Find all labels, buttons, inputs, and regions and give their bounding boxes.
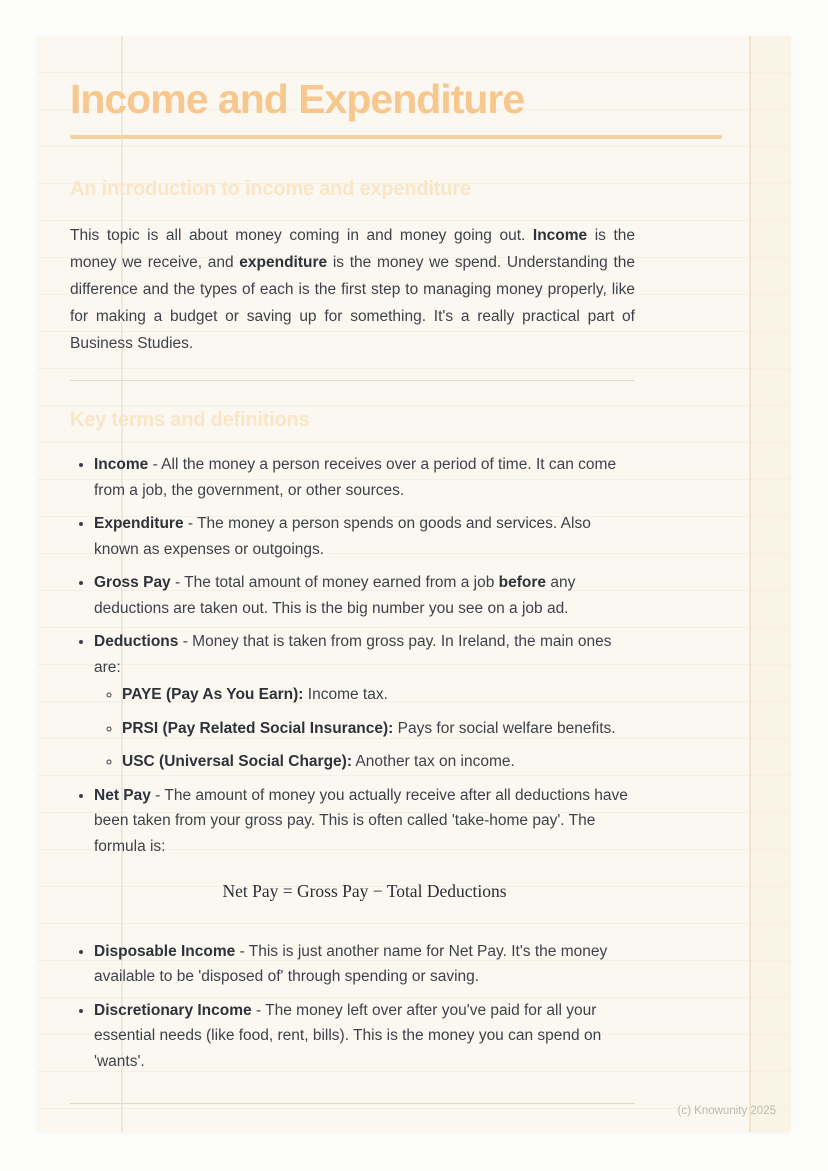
list-item-usc: [122, 749, 635, 775]
term-text: PAYE (Pay As You Earn): Income tax.: [122, 686, 388, 703]
list-item-deductions: [94, 629, 635, 775]
term-text: Expenditure - The money a person spends on goods and services. Also known as expenses or outgoings.: [94, 515, 591, 558]
section-heading-key-terms: Key terms and definitions: [70, 409, 310, 431]
document-sheet: [37, 36, 791, 1132]
copyright-footer: (c) Knowunity 2025: [677, 1105, 776, 1117]
key-terms-list: [70, 452, 635, 1074]
term-text: PRSI (Pay Related Social Insurance): Pays for social welfare benefits.: [122, 719, 616, 737]
list-item-expenditure: [94, 511, 635, 562]
term-text: USC (Universal Social Charge): Another tax on income.: [122, 753, 515, 770]
term-text: Discretionary Income - The money left over after you've paid for all your essential needs (like food, rent, bills). This is the money you can spend on 'wants'.: [94, 1001, 602, 1070]
list-item-prsi: [122, 716, 635, 742]
list-item-net-pay: [94, 783, 635, 905]
list-item-paye: [122, 682, 635, 708]
list-item-discretionary-income: [94, 998, 635, 1075]
page-title: Income and Expenditure: [70, 76, 525, 122]
term-text: Deductions - Money that is taken from gross pay. In Ireland, the main ones are:: [94, 633, 612, 676]
term-text: Income - All the money a person receives over a period of time. It can come from a job, the government, or other sources.: [94, 456, 617, 499]
term-text: Net Pay - The amount of money you actually receive after all deductions have been taken from your gross pay. This is often called 'take-home pay'. The formula is:: [94, 786, 628, 855]
document-content: [70, 36, 722, 1082]
section-heading-introduction: An introduction to income and expenditure: [70, 178, 471, 200]
list-item-gross-pay: [94, 570, 635, 621]
intro-paragraph: This topic is all about money coming in and money going out. Income is the money we receive, and expenditure is the money we spend. Understanding the difference and the types of each is the first step to managing money properly, like for making a budget or saving up for something. It's a really practical part of Business Studies.: [70, 227, 636, 352]
term-text: Disposable Income - This is just another name for Net Pay. It's the money available to be 'disposed of' through spending or saving.: [94, 942, 608, 985]
notebook-right-margin-band: [749, 36, 791, 1132]
deductions-sublist: [94, 682, 635, 775]
list-item-income: [94, 452, 635, 503]
footer-divider: [70, 1103, 635, 1104]
net-pay-formula: Net Pay = Gross Pay − Total Deductions: [222, 881, 507, 901]
title-underline: [70, 135, 722, 139]
section-divider: [70, 380, 635, 381]
term-text: Gross Pay - The total amount of money earned from a job before any deductions are taken out. This is the big number you see on a job ad.: [94, 574, 576, 617]
list-item-disposable-income: [94, 939, 635, 990]
